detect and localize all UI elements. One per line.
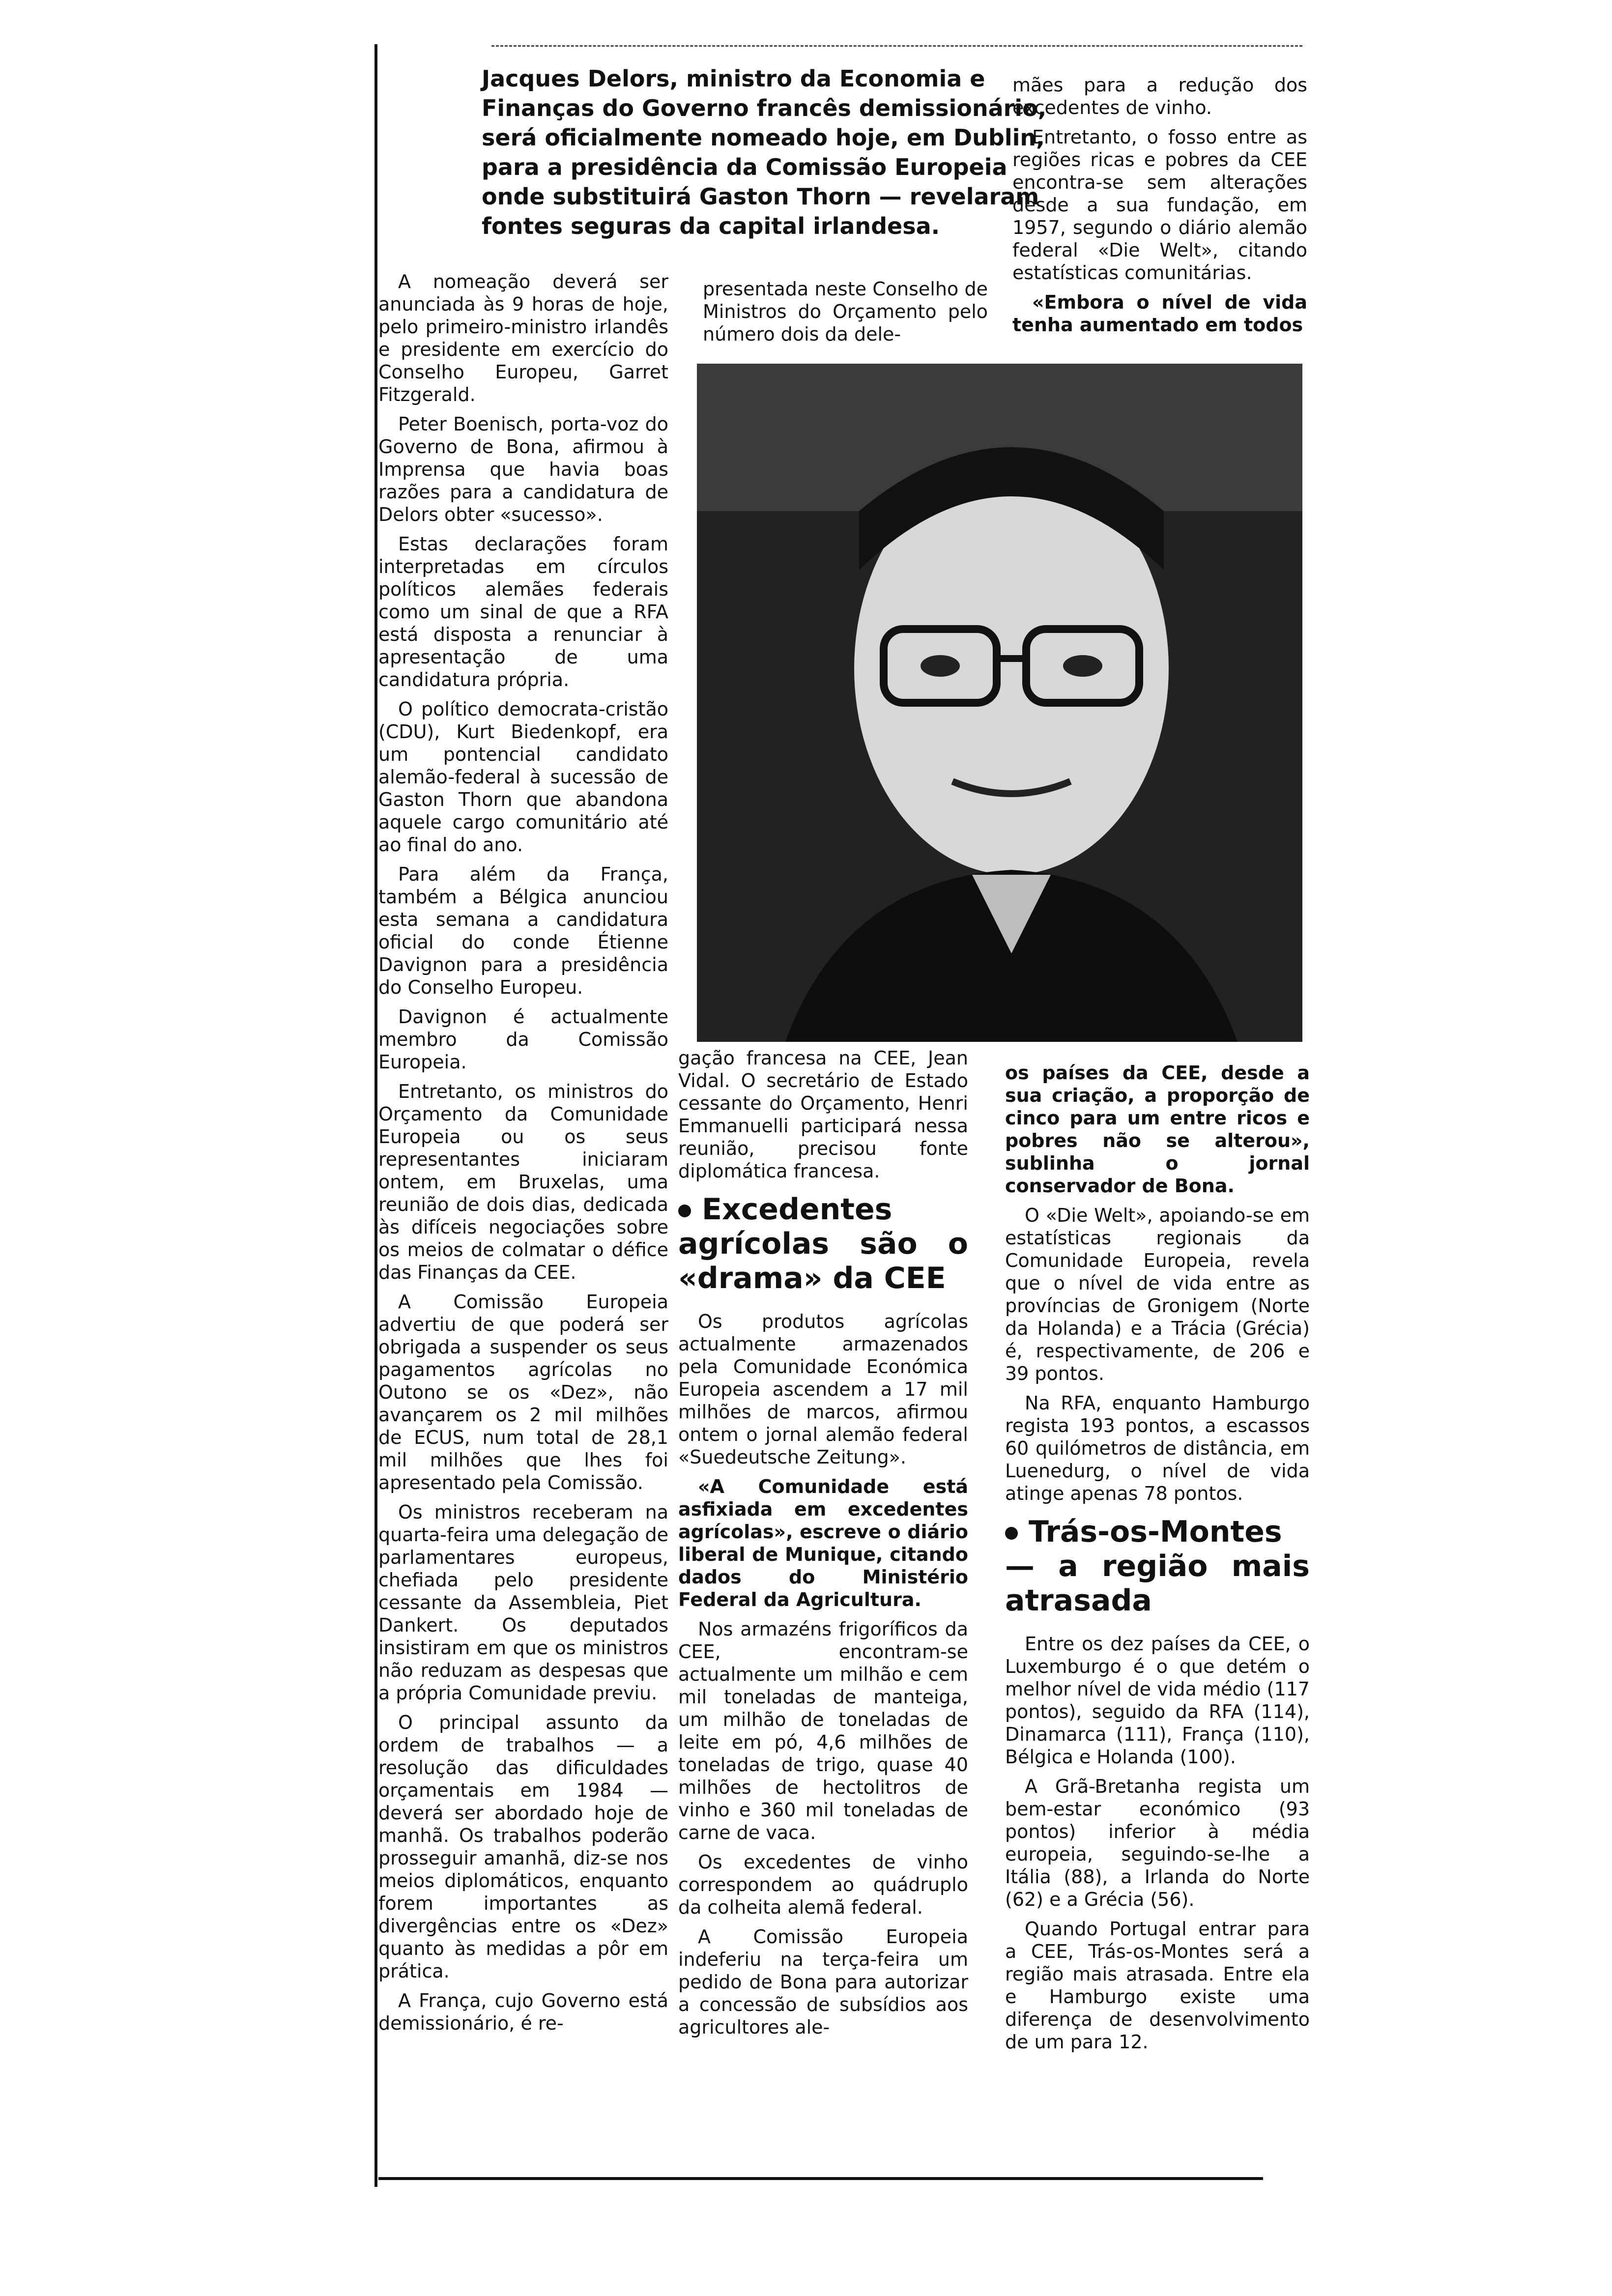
paragraph: A Comissão Europeia indeferiu na terça-feira um pedido de Bona para autorizar a concessão de subsídios aos agricultores ale- <box>678 1926 968 2038</box>
column-2-top <box>703 278 988 352</box>
paragraph: «A Comunidade está asfixiada em excedentes agrícolas», escreve o diário liberal de Munique, citando dados do Ministério Federal da Agricultura. <box>678 1476 968 1610</box>
paragraph: mães para a redução dos excedentes de vinho. <box>1012 74 1307 118</box>
paragraph: Peter Boenisch, porta-voz do Governo de Bona, afirmou à Imprensa que havia boas razões para a candidatura de Delors obter «sucesso». <box>378 413 668 525</box>
column-3-top <box>1012 74 1307 343</box>
bullet-dot-icon <box>678 1205 691 1217</box>
paragraph: Entretanto, o fosso entre as regiões ricas e pobres da CEE encontra-se sem alterações desde a sua fundação, em 1957, segundo o diário alemão federal «Die Welt», citando estatísticas comunitárias. <box>1012 126 1307 284</box>
paragraph: O «Die Welt», apoiando-se em estatísticas regionais da Comunidade Europeia, revela que o nível de vida entre as províncias de Gronigem (Norte da Holanda) e a Trácia (Grécia) é, respectivamente, de 206 e 39 pontos. <box>1005 1205 1310 1384</box>
column-1 <box>378 270 668 2041</box>
bullet-dot-icon <box>1005 1527 1018 1540</box>
paragraph: Os ministros receberam na quarta-feira uma delegação de parlamentares europeus, chefiada pelo presidente cessante da Assembleia, Piet Dankert. Os deputados insistiram em que os ministros não reduzam as despesas que a própria Comunidade previu. <box>378 1501 668 1704</box>
paragraph: A Grã-Bretanha regista um bem-estar económico (93 pontos) inferior à média europeia, seguindo-se-lhe a Itália (88), a Irlanda do Norte (62) e a Grécia (56). <box>1005 1776 1310 1910</box>
paragraph: Estas declarações foram interpretadas em círculos políticos alemães federais como um sinal de que a RFA está disposta a renunciar à apresentação de uma candidatura própria. <box>378 533 668 690</box>
paragraph: Davignon é actualmente membro da Comissão Europeia. <box>378 1006 668 1073</box>
paragraph: O político democrata-cristão (CDU), Kurt Biedenkopf, era um pontencial candidato alemão-federal à sucessão de Gaston Thorn que abandona aquele cargo comunitário até ao final do ano. <box>378 698 668 856</box>
paragraph: A nomeação deverá ser anunciada às 9 horas de hoje, pelo primeiro-ministro irlandês e presidente em exercício do Conselho Europeu, Garret Fitzgerald. <box>378 271 668 405</box>
column-3 <box>1005 1062 1310 2060</box>
paragraph: A Comissão Europeia advertiu de que poderá ser obrigada a suspender os seus pagamentos agrícolas no Outono se os «Dez», não avançarem os 2 mil milhões de ECUS, num total de 28,1 mil milhões que lhes foi apresentado pela Comissão. <box>378 1291 668 1493</box>
portrait-photo <box>697 364 1302 1042</box>
paragraph: Entre os dez países da CEE, o Luxemburgo é o que detém o melhor nível de vida médio (117 pontos), seguido da RFA (114), Dinamarca (111), França (110), Bélgica e Holanda (100). <box>1005 1633 1310 1768</box>
bottom-border-rule <box>378 2177 1263 2180</box>
paragraph: Entretanto, os ministros do Orçamento da Comunidade Europeia ou os seus representantes iniciaram ontem, em Bruxelas, uma reunião de dois dias, dedicada às difíceis negociações sobre os meios de colmatar o défice das Finanças da CEE. <box>378 1081 668 1283</box>
paragraph: presentada neste Conselho de Ministros do Orçamento pelo número dois da dele- <box>703 278 988 345</box>
paragraph: Para além da França, também a Bélgica anunciou esta semana a candidatura oficial do conde Étienne Davignon para a presidência do Conselho Europeu. <box>378 863 668 998</box>
paragraph: Na RFA, enquanto Hamburgo regista 193 pontos, a escassos 60 quilómetros de distância, em Luenedurg, o nível de vida atinge apenas 78 pontos. <box>1005 1392 1310 1504</box>
paragraph: gação francesa na CEE, Jean Vidal. O secretário de Estado cessante do Orçamento, Henri Emmanuelli participará nessa reunião, precisou fonte diplomática francesa. <box>678 1047 968 1182</box>
column-2 <box>678 1047 968 2045</box>
paragraph: O principal assunto da ordem de trabalhos — a resolução das dificuldades orçamentais em 1984 — deverá ser abordado hoje de manhã. Os trabalhos poderão prosseguir amanhã, diz-se nos meios diplomáticos, enquanto forem importantes as divergências entre os «Dez» quanto às medidas a pôr em prática. <box>378 1712 668 1982</box>
left-border-rule <box>374 44 377 2187</box>
paragraph: «Embora o nível de vida tenha aumentado em todos <box>1012 291 1307 336</box>
paragraph: Quando Portugal entrar para a CEE, Trás-os-Montes será a região mais atrasada. Entre ela e Hamburgo existe uma diferença de desenvolvimento de um para 12. <box>1005 1918 1310 2053</box>
paragraph: Os excedentes de vinho correspondem ao quádruplo da colheita alemã federal. <box>678 1851 968 1918</box>
paragraph: Os produtos agrícolas actualmente armazenados pela Comunidade Económica Europeia ascendem a 17 mil milhões de marcos, afirmou ontem o jornal alemão federal «Suedeutsche Zeitung». <box>678 1311 968 1468</box>
paragraph: os países da CEE, desde a sua criação, a proporção de cinco para um entre ricos e pobres não se alterou», sublinha o jornal conservador de Bona. <box>1005 1062 1310 1197</box>
lead-paragraph: Jacques Delors, ministro da Economia e Finanças do Governo francês demissionário, será oficialmente nomeado hoje, em Dublin, para a presidência da Comissão Europeia onde substituirá Gaston Thorn — revelaram fontes seguras da capital irlandesa. <box>482 65 1047 239</box>
subheading-excedentes: Excedentes agrícolas são o «drama» da CEE <box>678 1192 968 1295</box>
portrait-photo-graphic <box>697 364 1302 1042</box>
paragraph: A França, cujo Governo está demissionário, é re- <box>378 1990 668 2034</box>
newspaper-clipping <box>378 44 1312 2187</box>
subheading-tras-os-montes: Trás-os-Montes — a região mais atrasada <box>1005 1515 1310 1618</box>
paragraph: Nos armazéns frigoríficos da CEE, encontram-se actualmente um milhão e cem mil toneladas de manteiga, um milhão de toneladas de leite em pó, 4,6 milhões de toneladas de trigo, quase 40 milhões de hectolitros de vinho e 360 mil toneladas de carne de vaca. <box>678 1618 968 1843</box>
